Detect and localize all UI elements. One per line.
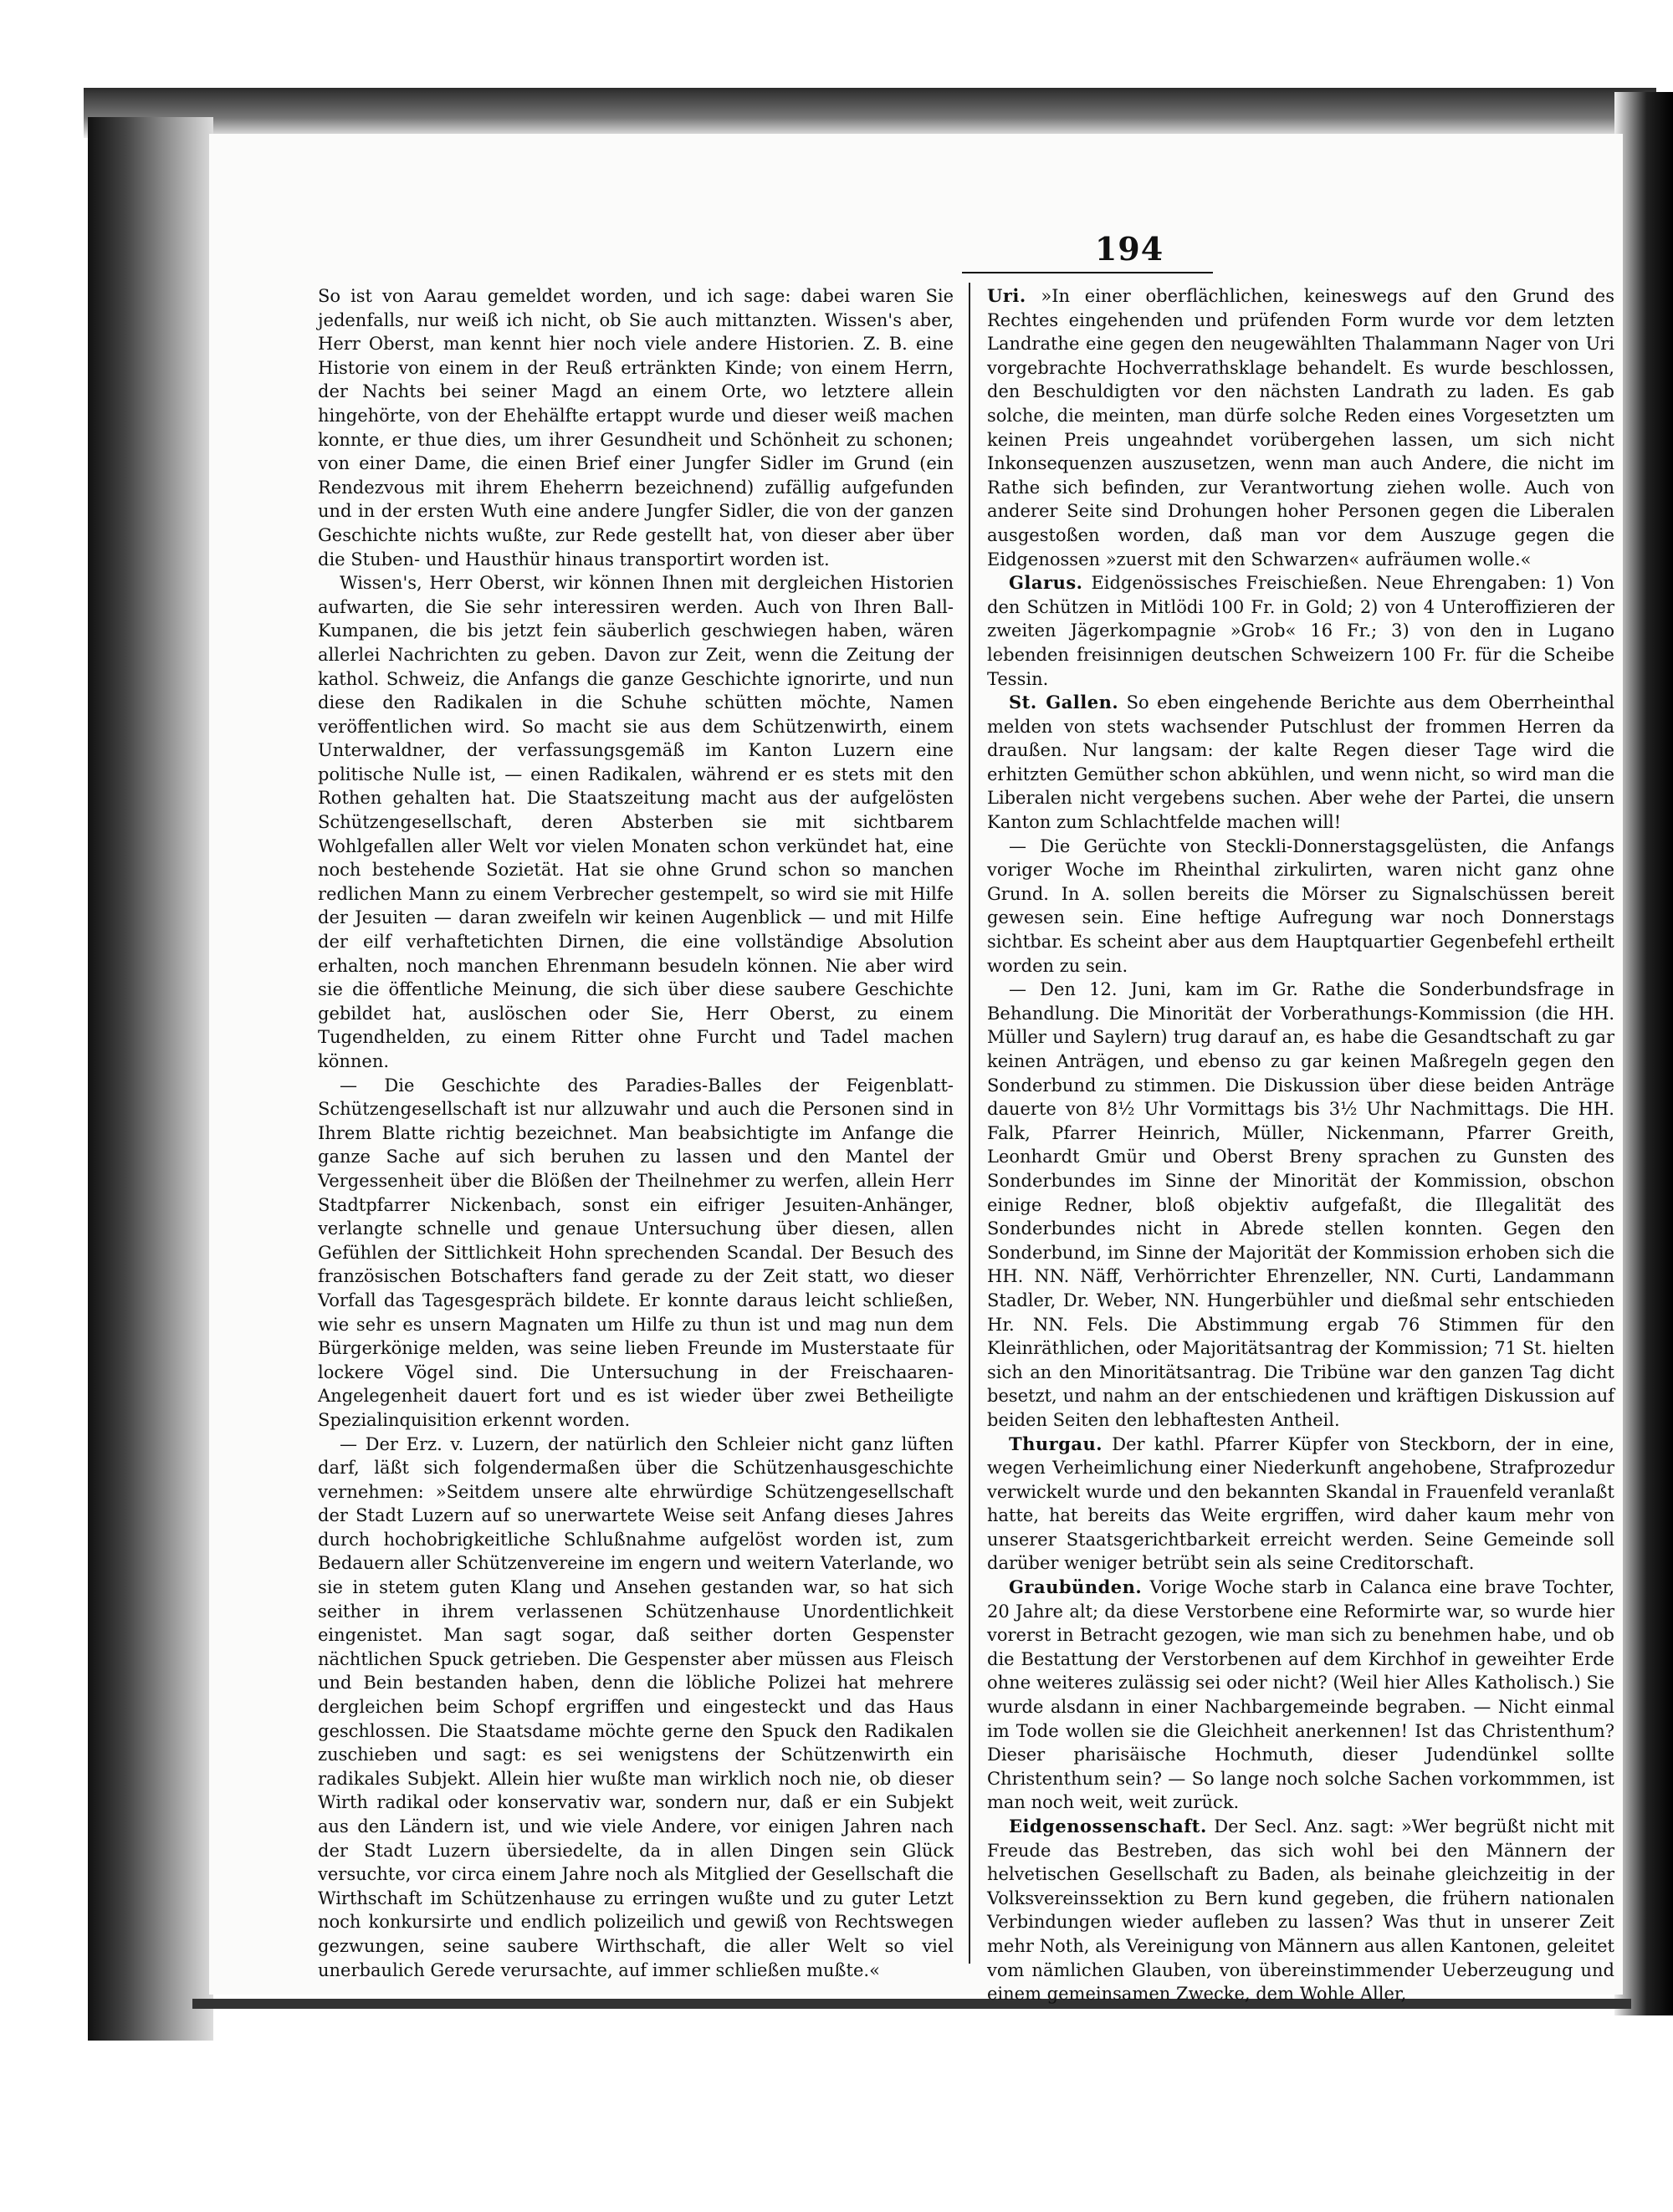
paragraph-text: Wissen's, Herr Oberst, wir können Ihnen mit dergleichen Historien aufwarten, die Sie sehr interessiren werden. Auch von Ihren Ball-Kumpanen, die bis jetzt fein säuberlich geschwiegen haben, wären allerlei Nachrichten zu geben. Davon zur Zeit, wenn die Zeitung der kathol. Schweiz, die Anfangs die ganze Geschichte ignorirte, und nun diese den Radikalen in die Schuhe schütten möchte, Namen veröffentlichen wird. So macht sie aus dem Schützenwirth, einem Unterwaldner, der verfassungsgemäß im Kanton Luzern eine politische Nulle ist, — einen Radikalen, während er es stets mit den Rothen gehalten hat. Die Staatszeitung macht aus der aufgelösten Schützengesellschaft, deren Absterben sie mit sichtbarem Wohlgefallen aller Welt vor vielen Monaten schon verkündet hat, eine noch bestehende Sozietät. Hat sie ohne Grund schon so manchen redlichen Mann zu einem Verbrecher gestempelt, so wird sie mit Hilfe der Jesuiten — daran zweifeln wir keinen Augenblick — und mit Hilfe der eilf verhaftetichten Dirnen, die eine vollständige Absolution erhalten, noch manchen Ehrenmann besudeln können. Nie aber wird sie die öffentliche Meinung, die sich über diese saubere Geschichte gebildet hat, auslöschen oder Sie, Herr Oberst, zu einem Tugendhelden, zu einem Ritter ohne Furcht und Tadel machen können. xyxy=(318,573,954,1071)
page-number: 194 xyxy=(1094,230,1164,268)
article-st-gallen-3 xyxy=(987,978,1614,1432)
article-uri xyxy=(987,284,1614,571)
article-eidgenossenschaft xyxy=(987,1815,1614,2006)
section-heading: Glarus. xyxy=(1009,572,1083,594)
article-text: »In einer oberflächlichen, keineswegs auf den Grund des Rechtes eingehenden und prüfenden Form wurde vor dem letzten Landrathe eine gegen den neugewählten Thalammann Nager von Uri vorgebrachte Hochverrathsklage behandelt. Es wurde beschlossen, den Beschuldigten vor den nächsten Landrath zu laden. Es gab solche, die meinten, man dürfe solche Reden eines Vorgesetzten um keinen Preis ungeahndet vorübergehen lassen, um sich nicht Inkonsequenzen auszusetzen, wenn man auch Andere, die nicht im Rathe sich befinden, zur Verantwortung ziehen wolle. Auch von anderer Seite sind Drohungen hoher Personen gegen die Liberalen ausgestoßen worden, daß man vor dem Auszuge gegen die Eidgenossen »zuerst mit den Schwarzen« aufräumen wolle.« xyxy=(987,286,1614,570)
book-spine-shadow xyxy=(88,117,213,2041)
article-text: — Den 12. Juni, kam im Gr. Rathe die Sonderbundsfrage in Behandlung. Die Minorität der Vorberathungs-Kommission (die HH. Müller und Saylern) trug darauf an, es habe die Gesandtschaft zu gar keinen Anträgen, und ebenso zu gar keinen Maßregeln gegen den Sonderbund zu stimmen. Die Diskussion über diese beiden Anträge dauerte von 8½ Uhr Vormittags bis 3½ Uhr Nachmittags. Die HH. Falk, Pfarrer Heinrich, Müller, Nickenmann, Pfarrer Greith, Leonhardt Gmür und Oberst Breny sprachen zu Gunsten des Sonderbundes im Sinne der Minorität der Kommission, obschon einige Redner, bloß objektiv aufgefaßt, die Illegalität des Sonderbundes nicht in Abrede stellen konnten. Gegen den Sonderbund, im Sinne der Majorität der Kommission erhoben sich die HH. NN. Näff, Verhörrichter Ehrenzeller, NN. Curti, Landammann Stadler, Dr. Weber, NN. Hungerbühler und dießmal sehr entschieden Hr. NN. Fels. Die Abstimmung ergab 76 Stimmen für den Kleinräthlichen, oder Majoritätsantrag der Kommission; 71 St. hielten sich an den Minoritätsantrag. Die Tribüne war den ganzen Tag dicht besetzt, und nahm an der entschiedenen und kräftigen Diskussion auf beiden Seiten den lebhaftesten Antheil. xyxy=(987,979,1614,1430)
section-heading: Uri. xyxy=(987,285,1026,306)
article-text: So eben eingehende Berichte aus dem Oberrheinthal melden von stets wachsender Putschlust der frommen Herren da draußen. Nur langsam: der kalte Regen dieser Tage wird die erhitzten Gemüther schon abkühlen, und wenn nicht, so wird man die Liberalen nicht vergebens suchen. Aber wehe der Partei, die unsern Kanton zum Schlachtfelde machen will! xyxy=(987,692,1614,833)
section-heading: Thurgau. xyxy=(1009,1433,1103,1454)
paragraph xyxy=(318,284,954,571)
section-heading: Eidgenossenschaft. xyxy=(1009,1816,1207,1837)
paragraph-text: — Der Erz. v. Luzern, der natürlich den Schleier nicht ganz lüften darf, läßt sich folgendermaßen über die Schützenhausgeschichte vernehmen: »Seitdem unsere alte ehrwürdige Schützengesellschaft der Stadt Luzern auf so unerwartete Weise seit Anfang dieses Jahres durch hochobrigkeitliche Schlußnahme aufgelöst worden ist, zum Bedauern aller Schützenvereine im engern und weitern Vaterlande, wo sie in stetem guten Klang und Ansehen gestanden war, so hat sich seither in ihrem verlassenen Schützenhause Unordentlichkeit eingenistet. Man sagt sogar, daß seither dorten Gespenster nächtlichen Spuck getrieben. Die Gespenster aber müssen aus Fleisch und Bein bestanden haben, denn die löbliche Polizei hat mehrere dergleichen beim Schopf ergriffen und eingesteckt und das Haus geschlossen. Die Staatsdame möchte gerne den Spuck den Radikalen zuschieben und sagt: es sei wenigstens der Schützenwirth ein radikales Subjekt. Allein hier wußte man wirklich noch nie, ob dieser Wirth radikal oder konservativ war, sondern nur, daß er ein Subjekt aus den Ländern ist, und wie viele Andere, vor einigen Jahren nach der Stadt Luzern übersiedelte, da in allen Dingen sein Glück versuchte, vor circa einem Jahre noch als Mitglied der Gesellschaft die Wirthschaft im Schützenhause zu erringen wußte und zu guter Letzt noch konkursirte und endlich polizeilich und gewiß von Rechtswegen gezwungen, seine saubere Wirthschaft, die aller Welt so viel unerbaulich Gerede verursachte, auf immer schließen mußte.« xyxy=(318,1433,954,1980)
article-thurgau xyxy=(987,1433,1614,1576)
article-st-gallen-2 xyxy=(987,835,1614,978)
article-text: Vorige Woche starb in Calanca eine brave Tochter, 20 Jahre alt; da diese Verstorbene eine Reformirte war, so wurde hier vorerst in Betracht gezogen, wie man sich zu benehmen habe, und ob die Bestattung der Verstorbenen auf dem Kirchhof in geweihter Erde ohne weiteres zulässig sei oder nicht? (Weil hier Alles Katholisch.) Sie wurde alsdann in einer Nachbargemeinde begraben. — Nicht einmal im Tode wollen sie die Gleichheit anerkennen! Ist das Christenthum? Dieser pharisäische Hochmuth, dieser Judendünkel sollte Christenthum sein? — So lange noch solche Sachen vorkommmen, ist man noch weit, weit zurück. xyxy=(987,1577,1614,1813)
article-text: Der kathl. Pfarrer Küpfer von Steckborn, der in eine, wegen Verheimlichung einer Niederkunft angehobene, Strafprozedur verwickelt wurde und den bekannten Skandal in Frauenfeld veranlaßt hatte, hat bereits das Weite ergriffen, wird daher kaum mehr von unserer Staatsgerichtbarkeit erreicht werden. Seine Gemeinde soll darüber weniger betrübt sein als seine Creditorschaft. xyxy=(987,1433,1614,1574)
left-column xyxy=(318,284,954,1980)
header-rule xyxy=(962,272,1213,273)
paragraph xyxy=(318,1433,954,1983)
article-graubuenden xyxy=(987,1576,1614,1815)
article-st-gallen xyxy=(987,691,1614,835)
column-divider xyxy=(969,283,970,1964)
article-glarus xyxy=(987,571,1614,691)
article-text: — Die Gerüchte von Steckli-Donnerstagsgelüsten, die Anfangs voriger Woche im Rheinthal zirkulirten, waren nicht ganz ohne Grund. In A. sollen bereits die Mörser zu Signalschüssen bereit gewesen sein. Eine heftige Aufregung war noch Donnerstags sichtbar. Es scheint aber aus dem Hauptquartier Gegenbefehl ertheilt worden zu sein. xyxy=(987,835,1614,976)
scan-shadow-top xyxy=(84,88,1656,138)
paragraph-text: So ist von Aarau gemeldet worden, und ich sage: dabei waren Sie jedenfalls, nur weiß ich nicht, ob Sie auch mittanzten. Wissen's aber, Herr Oberst, man kennt hier noch viele andere Historien. Z. B. eine Historie von einem in der Reuß ertränkten Kinde; von einem Herrn, der Nachts bei seiner Magd an einem Orte, wo letztere allein hingehörte, von der Ehehälfte ertappt wurde und dieser weiß machen konnte, er thue dies, um ihrer Gesundheit und Schönheit zu schonen; von einer Dame, die einen Brief einer Jungfer Sidler im Grund (ein Rendezvous mit ihrem Eheherrn bezeichnend) zufällig aufgefunden und in der ersten Wuth eine andere Jungfer Sidler, die von der ganzen Geschichte nichts wußte, zur Rede gestellt hat, von dieser aber über die Stuben- und Hausthür hinaus transportirt worden ist. xyxy=(318,286,954,570)
article-text: Eidgenössisches Freischießen. Neue Ehrengaben: 1) Von den Schützen in Mitlödi 100 Fr. in Gold; 2) von 4 Unteroffizieren der zweiten Jägerkompagnie »Grob« 16 Fr.; 3) von den in Lugano lebenden freisinnigen deutschen Schweizern 100 Fr. für die Scheibe Tessin. xyxy=(987,573,1614,689)
newspaper-page xyxy=(209,134,1623,2005)
right-column xyxy=(987,284,1614,2005)
paragraph xyxy=(318,1074,954,1433)
section-heading: Graubünden. xyxy=(1009,1576,1143,1598)
article-text: Der Secl. Anz. sagt: »Wer begrüßt nicht mit Freude das Bestreben, das sich wohl bei den Männern der helvetischen Gesellschaft zu Baden, als beinahe gleichzeitig in der Volksvereinssektion zu Bern kund gegeben, die frühern nationalen Verbindungen wieder aufleben zu lassen? Was thut in unserer Zeit mehr Noth, als Vereinigung von Männern aus allen Kantonen, geleitet vom nämlichen Glauben, von übereinstimmender Ueberzeugung und einem gemeinsamen Zwecke, dem Wohle Aller, xyxy=(987,1816,1614,2005)
section-heading: St. Gallen. xyxy=(1009,692,1119,713)
book-edge-shadow xyxy=(1614,92,1673,2015)
paragraph-text: — Die Geschichte des Paradies-Balles der Feigenblatt-Schützengesellschaft ist nur allzuwahr und auch die Personen sind in Ihrem Blatte richtig bezeichnet. Man beabsichtigte im Anfange die ganze Sache auf sich beruhen zu lassen und den Mantel der Vergessenheit über die Blößen der Theilnehmer zu werfen, allein Herr Stadtpfarrer Nickenbach, sonst ein eifriger Jesuiten-Anhänger, verlangte schnelle und genaue Untersuchung über diesen, allen Gefühlen der Sittlichkeit Hohn sprechenden Scandal. Der Besuch des französischen Botschafters fand gerade zu der Zeit statt, wo dieser Vorfall das Tagesgespräch bildete. Er konnte daraus leicht schließen, wie sehr es unsern Magnaten um Hilfe zu thun ist und mag nun dem Bürgerkönige melden, was seine lieben Freunde im Musterstaate für lockere Vögel sind. Die Untersuchung in der Freischaaren-Angelegenheit dauert fort und es ist wieder über zwei Betheiligte Spezialinquisition erkennt worden. xyxy=(318,1075,954,1430)
paragraph xyxy=(318,571,954,1073)
